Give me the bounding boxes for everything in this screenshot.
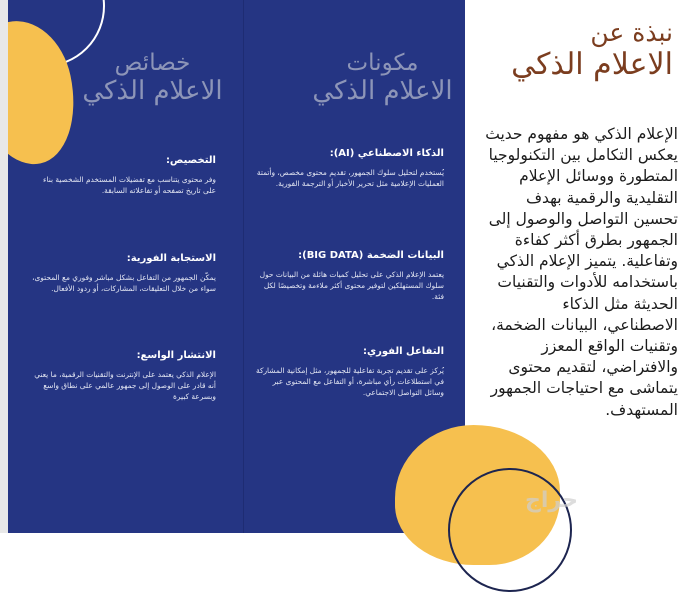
section-body: الإعلام الذكي يعتمد على الإنترنت والتقنيات الرقمية، ما يعني أنه قادر على الوصول إلى جمهور عالمي على نطاق واسع وبسرعة كبيرة — [34, 370, 216, 401]
middle-panel-heading — [300, 50, 465, 106]
right-page-title — [478, 18, 673, 82]
section-body: يُركز على تقديم تجربة تفاعلية للجمهور، مثل إمكانية المشاركة في استطلاعات رأي مباشرة، أو التفاعل مع المحتوى عبر وسائل التواصل الاجتماعي. — [256, 366, 444, 397]
section-title: الاستجابة الفورية: — [126, 253, 216, 264]
left-heading-line1: خصائص — [114, 50, 191, 76]
title-line2: الاعلام الذكي — [511, 47, 673, 82]
section-title: التخصيص: — [165, 155, 216, 166]
section-title: البيانات الضخمة (BIG DATA): — [298, 250, 444, 261]
left-section-wide-spread — [28, 350, 216, 402]
page-edge — [0, 0, 8, 533]
section-body: وفر محتوى يتناسب مع تفضيلات المستخدم الشخصية بناء على تاريخ تصفحه أو تفاعلاته السابقة. — [42, 175, 216, 195]
left-panel-heading — [60, 50, 245, 106]
middle-section-instant-interaction — [252, 346, 444, 398]
section-title: الذكاء الاصطناعي (AI): — [329, 148, 444, 159]
middle-heading-line2: الاعلام الذكي — [312, 76, 453, 106]
section-body: يمكّن الجمهور من التفاعل بشكل مباشر وفوري مع المحتوى، سواء من خلال التعليقات، المشاركات، أو ردود الأفعال. — [32, 273, 216, 293]
section-title: التفاعل الفوري: — [362, 346, 444, 357]
left-section-instant-response — [28, 253, 216, 294]
section-title: الانتشار الواسع: — [136, 350, 216, 361]
middle-section-big-data — [252, 250, 444, 302]
title-line1: نبذة عن — [590, 18, 673, 47]
middle-heading-line1: مكونات — [346, 50, 419, 76]
decorative-circle-outline-bottom — [448, 468, 572, 592]
left-section-personalization — [28, 155, 216, 196]
watermark-logo: حراج — [525, 488, 578, 513]
section-body: يعتمد الإعلام الذكي على تحليل كميات هائلة من البيانات حول سلوك المستهلكين لتوفير محتوى أكثر ملاءمة وتخصيصًا لكل فئة. — [259, 270, 444, 301]
section-body: يُستخدم لتحليل سلوك الجمهور، تقديم محتوى مخصص، وأتمتة العمليات الإعلامية مثل تحرير الأخبار أو الترجمة الفورية. — [256, 168, 444, 188]
middle-section-ai — [252, 148, 444, 189]
left-heading-line2: الاعلام الذكي — [82, 76, 223, 106]
right-page-body: الإعلام الذكي هو مفهوم حديث يعكس التكامل بين التكنولوجيا المتطورة ووسائل الإعلام التقليدية والرقمية بهدف تحسين التواصل والوصول إلى الجمهور بطرق أكثر كفاءة وتفاعلية. يتميز الإعلام الذكي باستخدامه للأدوات والتقنيات الحديثة مثل الذكاء الاصطناعي، البيانات الضخمة، وتقنيات الواقع المعزز والافتراضي، لتقديم محتوى يتماشى مع احتياجات الجمهور المستهدف. — [485, 125, 678, 419]
